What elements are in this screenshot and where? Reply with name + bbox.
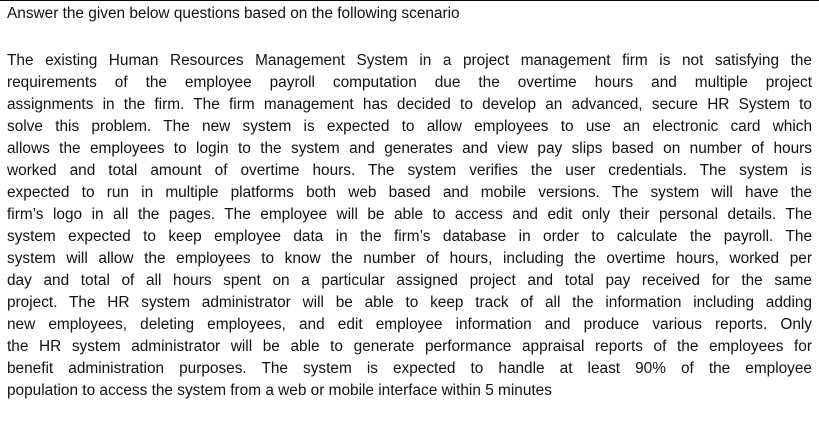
scenario-line: assignments in the firm. The firm management has decided to develop an advanced, secure HR System to <box>7 96 812 113</box>
scenario-line: firm’s logo in all the pages. The employee will be able to access and edit only their personal details. The <box>7 206 812 223</box>
scenario-line: project. The HR system administrator will be able to keep track of all the information including adding <box>7 294 812 311</box>
scenario-line: expected to run in multiple platforms both web based and mobile versions. The system will have the <box>7 184 812 201</box>
scenario-line: The existing Human Resources Management System in a project management firm is not satisfying the <box>7 52 812 69</box>
scenario-line: day and total of all hours spent on a particular assigned project and total pay received for the same <box>7 272 812 289</box>
scenario-line: new employees, deleting employees, and edit employee information and produce various reports. Only <box>7 316 812 333</box>
scenario-line: population to access the system from a web or mobile interface within 5 minutes <box>7 382 552 399</box>
scenario-line: system will allow the employees to know the number of hours, including the overtime hours, worked per <box>7 250 812 267</box>
instruction-heading: Answer the given below questions based on the following scenario <box>7 5 460 22</box>
scenario-line: benefit administration purposes. The system is expected to handle at least 90% of the employee <box>7 360 812 377</box>
scenario-line: allows the employees to login to the system and generates and view pay slips based on number of hours <box>7 140 812 157</box>
scenario-paragraph <box>7 50 812 402</box>
scenario-line: the HR system administrator will be able to generate performance appraisal reports of the employees for <box>7 338 812 355</box>
scenario-line: system expected to keep employee data in the firm’s database in order to calculate the payroll. The <box>7 228 812 245</box>
scenario-line: solve this problem. The new system is expected to allow employees to use an electronic card which <box>7 118 812 135</box>
scenario-line: worked and total amount of overtime hours. The system verifies the user credentials. The system is <box>7 162 812 179</box>
scenario-line: requirements of the employee payroll computation due the overtime hours and multiple project <box>7 74 812 91</box>
